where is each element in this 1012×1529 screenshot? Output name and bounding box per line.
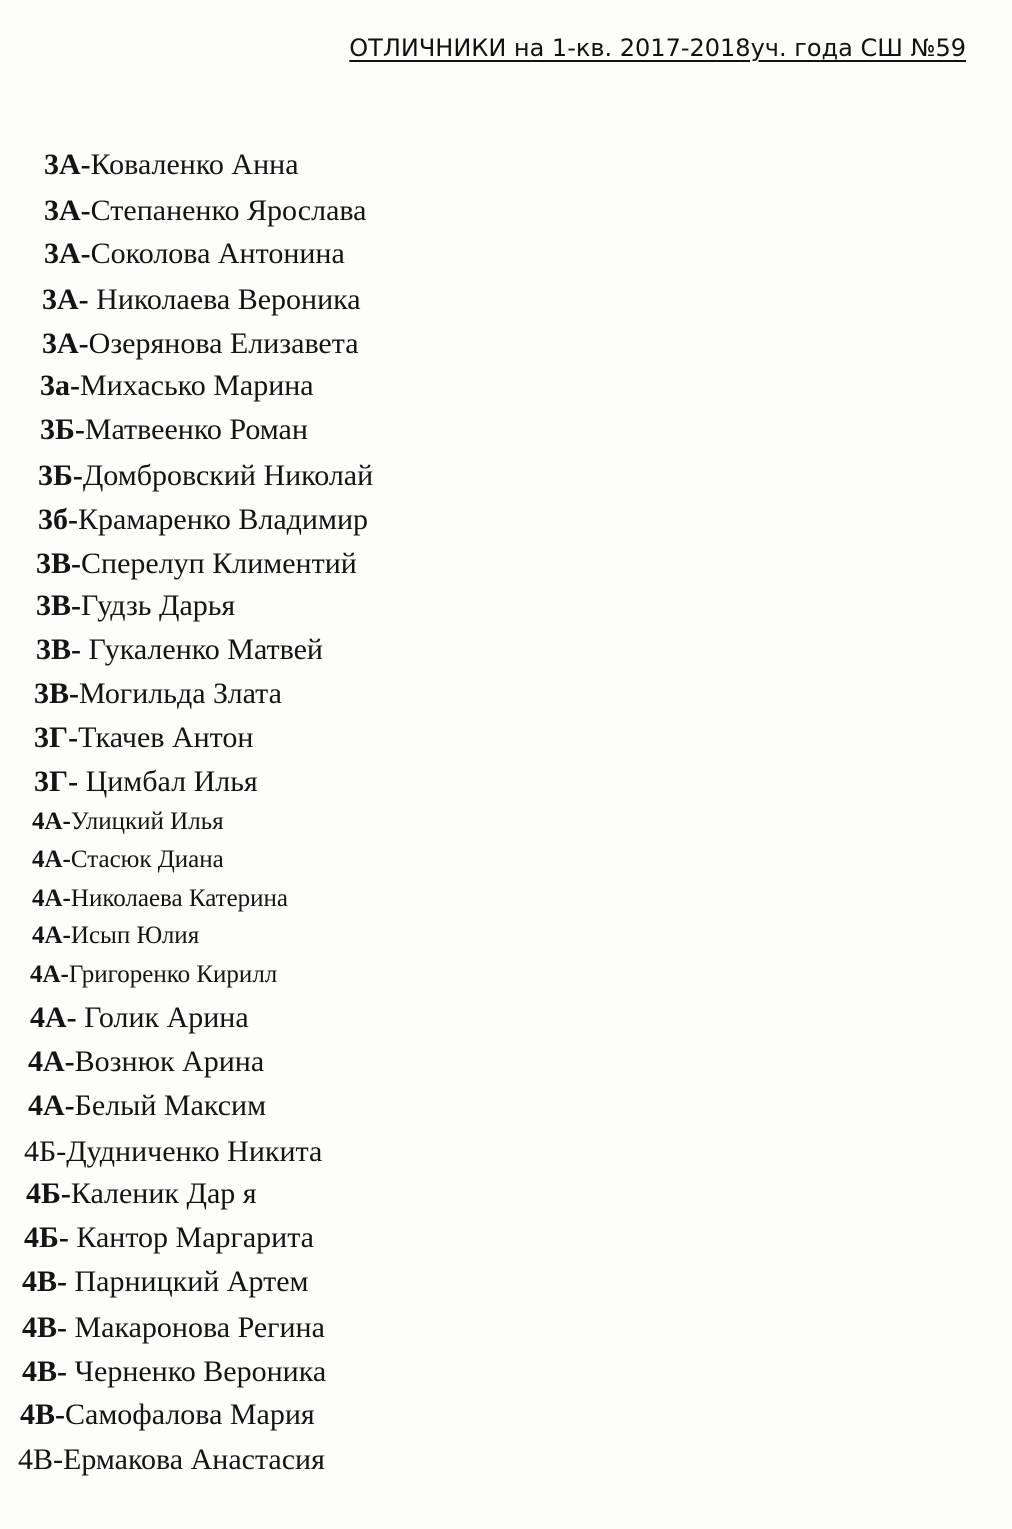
class-label: 3Б- [38,459,83,492]
student-row [32,846,224,874]
class-label: 4А- [30,961,69,988]
student-name: Каленик Дар я [70,1177,257,1210]
document-title: ОТЛИЧНИКИ на 1-кв. 2017-2018уч. года СШ №59 [349,34,966,62]
student-name: Озерянова Елизавета [88,327,359,360]
student-row [40,369,314,403]
class-label: 4В- [18,1443,63,1476]
student-row [40,413,308,447]
student-name: Сперелуп Климентий [81,547,357,580]
student-row [44,237,345,271]
class-label: 4В- [22,1355,67,1388]
student-name: Цимбал Илья [78,765,258,798]
student-name: Григоренко Кирилл [68,961,278,988]
student-row [18,1443,325,1477]
student-name: Матвеенко Роман [84,413,308,446]
class-label: 4А- [28,1089,75,1122]
student-row [42,327,359,361]
student-row [32,885,288,913]
student-row [22,1265,309,1299]
student-name: Стасюк Диана [70,846,224,873]
student-row [22,1355,326,1389]
student-name: Самофалова Мария [65,1398,315,1431]
class-label: 4А- [32,885,71,912]
student-row [36,589,235,623]
student-row [28,1089,266,1123]
student-row [24,1135,322,1169]
class-label: 3В- [36,589,81,622]
class-label: 4В- [22,1265,67,1298]
student-name: Крамаренко Владимир [78,503,368,536]
student-row [26,1177,257,1211]
class-label: 4А- [32,808,71,835]
student-row [38,459,373,493]
student-name: Голик Арина [76,1001,249,1034]
class-label: 4А- [28,1045,75,1078]
student-name: Улицкий Илья [70,808,224,835]
student-row [30,1001,249,1035]
student-row [34,765,258,799]
student-name: Макаронова Регина [67,1311,325,1344]
student-name: Степаненко Ярослава [90,194,367,227]
student-name: Белый Максим [74,1089,267,1122]
class-label: 4Б- [24,1135,67,1168]
class-label: 3б- [38,503,78,536]
student-name: Домбровский Николай [82,459,374,492]
student-row [44,194,367,228]
student-name: Черненко Вероника [67,1355,327,1388]
student-name: Николаева Катерина [70,885,289,912]
class-label: 3А- [44,237,91,270]
student-row [20,1398,315,1432]
student-name: Ермакова Анастасия [63,1443,325,1476]
student-name: Николаева Вероника [88,283,361,316]
student-row [44,148,299,182]
student-row [34,677,282,711]
student-row [32,922,199,950]
student-name: Дудниченко Никита [66,1135,323,1168]
student-row [22,1311,325,1345]
student-row [24,1221,314,1255]
student-row [32,808,224,836]
class-label: 4В- [22,1311,67,1344]
student-name: Парницкий Артем [67,1265,309,1298]
class-label: 3В- [36,547,81,580]
class-label: 3а- [40,369,80,402]
class-label: 4В- [20,1398,65,1431]
class-label: 4Б- [26,1177,71,1210]
student-name: Гудзь Дарья [81,589,236,622]
student-row [34,721,253,755]
student-row [36,547,357,581]
class-label: 3Г- [34,765,79,798]
class-label: 3А- [44,148,91,181]
student-name: Ткачев Антон [78,721,254,754]
class-label: 3А- [42,327,89,360]
student-row [36,633,323,667]
student-row [42,283,361,317]
class-label: 4А- [32,922,71,949]
student-row [28,1045,264,1079]
student-name: Соколова Антонина [90,237,345,270]
class-label: 3Г- [34,721,79,754]
class-label: 4Б- [24,1221,69,1254]
class-label: 4А- [30,1001,77,1034]
class-label: 3Б- [40,413,85,446]
class-label: 3А- [42,283,89,316]
student-name: Гукаленко Матвей [81,633,323,666]
student-row [38,503,368,537]
class-label: 4А- [32,846,71,873]
class-label: 3В- [36,633,81,666]
student-name: Исып Юлия [70,922,200,949]
class-label: 3В- [34,677,79,710]
student-name: Вознюк Арина [74,1045,265,1078]
student-name: Могильда Злата [79,677,282,710]
student-name: Коваленко Анна [90,148,299,181]
class-label: 3А- [44,194,91,227]
student-name: Кантор Маргарита [68,1221,314,1254]
student-name: Михасько Марина [80,369,314,402]
student-row [30,961,277,989]
